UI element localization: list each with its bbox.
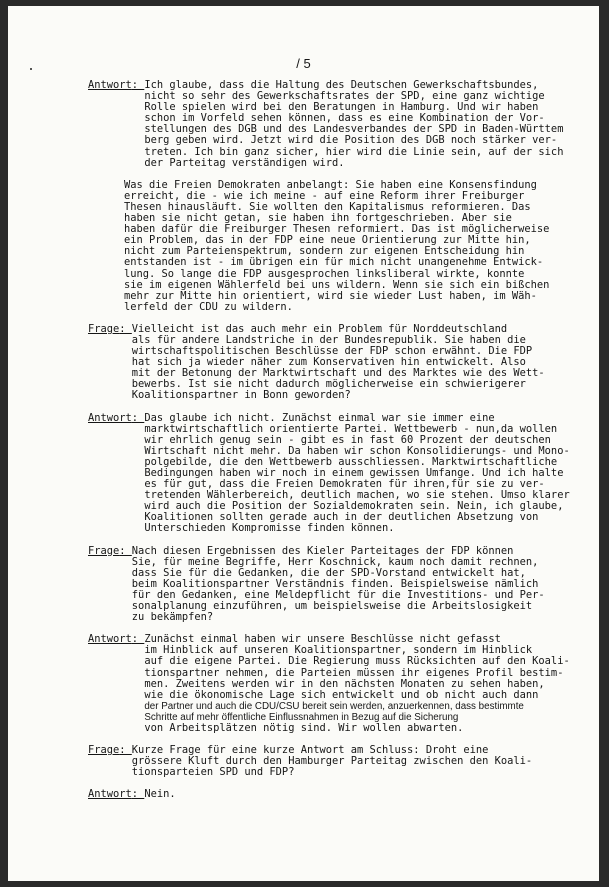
text-line: lerfeld der CDU zu wildern. — [124, 300, 293, 313]
text-line: Schritte auf mehr öffentliche Einflussnahmen in Bezug auf die Sicherung — [144, 711, 459, 723]
text-line: Ich glaube, dass die Haltung des Deutschen Gewerkschaftsbundes, — [144, 79, 539, 91]
text-line: wie die ökonomische Lage sich entwickelt und ob nicht auch dann — [144, 688, 539, 701]
text-line: nicht so sehr des Gewerkschaftsrates der SPD, eine ganz wichtige — [144, 90, 545, 103]
text-line: entstanden ist - im übrigen ein für mich nicht unangenehme Entwick- — [124, 256, 544, 269]
text-line: Unterschieden Kompromisse finden können. — [144, 522, 395, 535]
text-line: nicht zum Parteienspektrum, sondern zur eigenen Entscheidung hin — [124, 245, 525, 258]
text-line: tretenden Wählerbereich, deutlich machen, wo sie stehen. Umso klarer — [144, 489, 570, 502]
speaker-label: Frage : — [88, 324, 132, 402]
speaker-label: Antwort : — [88, 413, 144, 535]
text-line: men. Zweitens werden wir in den nächsten Monaten zu sehen haben, — [144, 677, 545, 690]
speaker-label: Antwort : — [88, 80, 144, 169]
text-line: Was die Freien Demokraten anbelangt: Sie haben eine Konsensfindung — [124, 178, 537, 191]
text-line: stellungen des DGB und des Landesverbandes der SPD in Baden-Württem — [144, 123, 564, 136]
text-line: polgebilde, die den Wettbewerb ausschliessen. Marktwirtschaftliche — [144, 455, 558, 468]
text-line: grössere Kluft durch den Hamburger Parteitag zwischen den Koali- — [131, 755, 533, 768]
paragraph-frage — [88, 745, 599, 778]
text-line: haben sie nicht getan, sie haben ihn fortgeschrieben. Aber sie — [124, 212, 512, 225]
text-line: mit der Betonung der Marktwirtschaft und des Marktes wie des Wett- — [131, 367, 545, 380]
text-line: mehr zur Mitte hin orientiert, wird sie wieder Lust haben, im Wäh- — [124, 289, 537, 302]
text-line: der Parteitag verständigen wird. — [144, 156, 345, 169]
text-line: es für gut, dass die Freien Demokraten für ihren,für sie zu ver- — [144, 478, 545, 491]
text-line: erreicht, die - wie ich meine - auf eine Reform ihrer Freiburger — [124, 189, 525, 202]
paragraph-frage — [88, 324, 599, 402]
margin-mark — [30, 68, 32, 70]
text-line: Nach diesen Ergebnissen des Kieler Parteitages der FDP können — [131, 544, 514, 557]
text-line: Thesen hinausläuft. Sie wollten den Kapitalismus reformieren. Das — [124, 200, 531, 213]
text-line: der Partner und auch die CDU/CSU bereit sein werden, anzuerkennen, dass bestimmte — [144, 700, 524, 712]
text-line: Vielleicht ist das auch mehr ein Problem für Norddeutschland — [131, 322, 508, 335]
text-line: Das glaube ich nicht. Zunächst einmal war sie immer eine — [144, 411, 495, 424]
paragraph-antwort — [88, 634, 599, 734]
text-line: lung. So lange die FDP ausgesprochen linksliberal wirkte, konnte — [124, 267, 525, 280]
speaker-label: Antwort : — [88, 789, 144, 800]
paragraph-antwort — [88, 80, 599, 169]
paragraph-text — [144, 80, 599, 169]
text-line: dass Sie für die Gedanken, die der SPD-Vorstand entwickelt hat, — [131, 566, 526, 579]
text-line: wir ehrlich genug sein - gibt es in fast 60 Prozent der deutschen — [144, 433, 551, 446]
document-page — [8, 6, 599, 881]
text-line: marktwirtschaftlich orientierte Partei. Wettbewerb - nun,da wollen — [144, 422, 558, 435]
text-line: beim Koalitionspartner Verständnis finden. Beispielsweise nämlich — [131, 577, 539, 590]
text-line: Sie, für meine Begriffe, Herr Koschnick, kaum noch damit rechnen, — [131, 555, 539, 568]
text-line: haben dafür die Freiburger Thesen reformiert. Das ist möglicherweise — [124, 223, 550, 236]
paragraph-continuation — [88, 180, 599, 313]
text-line: zu bekämpfen? — [131, 611, 214, 624]
text-line: hat sich ja wieder näher zum Konservativen hin entwickelt. Also — [131, 356, 526, 369]
paragraph-text — [132, 546, 599, 624]
text-line: Kurze Frage für eine kurze Antwort am Schluss: Droht eine — [131, 744, 489, 757]
text-line: Zunächst einmal haben wir unsere Beschlüsse nicht gefasst — [144, 633, 501, 646]
text-line: Wirtschaft nicht mehr. Da haben wir schon Konsolidierungs- und Mono- — [144, 444, 570, 457]
text-line: im Hinblick auf unseren Koalitionspartner, sondern im Hinblick — [144, 644, 533, 657]
text-line: tionspartner nehmen, die Parteien müssen ihr eigenes Profil bestim- — [144, 666, 564, 679]
text-line: schon im Vorfeld sehen können, dass es eine Kombination der Vor- — [144, 112, 545, 125]
text-line: bewerbs. Ist sie nicht dadurch möglicherweise ein schwierigerer — [131, 378, 526, 391]
text-line: Koalitionen sollten gerade auch in der deutlichen Absetzung von — [144, 511, 539, 524]
paragraph-text — [132, 324, 599, 402]
interview-text — [88, 80, 599, 811]
text-line: von Arbeitsplätzen nötig sind. Wir wollen abwarten. — [144, 721, 464, 734]
speaker-label: Frage : — [88, 546, 132, 624]
paragraph-frage — [88, 546, 599, 624]
paragraph-antwort — [88, 789, 599, 800]
text-line: Koalitionspartner in Bonn geworden? — [131, 389, 351, 402]
text-line: Nein. — [144, 788, 176, 801]
text-line: sie im eigenen Wählerfeld bei uns wildern. Wenn sie sich ein bißchen — [124, 278, 550, 291]
paragraph-text — [144, 634, 599, 734]
text-line: für den Gedanken, eine Meldepflicht für die Investitions- und Per- — [131, 588, 545, 601]
paragraph-text — [144, 413, 599, 535]
page-number: / 5 — [296, 56, 311, 71]
speaker-label: Frage : — [88, 745, 132, 778]
text-line: wirtschaftspolitischen Beschlüsse der FDP schon erwähnt. Die FDP — [131, 345, 533, 358]
scan-border — [0, 881, 609, 887]
speaker-label: Antwort : — [88, 634, 144, 734]
text-line: treten. Ich bin ganz sicher, hier wird die Linie sein, auf der sich — [144, 145, 564, 158]
text-line: als für andere Landstriche in der Bundesrepublik. Sie haben die — [131, 333, 526, 346]
paragraph-text — [124, 180, 599, 313]
text-line: Bedingungen haben wir noch in einem gewissen Umfange. Und ich halte — [144, 467, 564, 479]
text-line: Rolle spielen wird bei den Beratungen in Hamburg. Und wir haben — [144, 101, 539, 114]
text-line: tionsparteien SPD und FDP? — [131, 766, 295, 779]
text-line: sonalplanung einzuführen, um beispielsweise die Arbeitslosigkeit — [131, 600, 533, 613]
text-line: ein Problem, das in der FDP eine neue Orientierung zur Mitte hin, — [124, 234, 531, 247]
paragraph-text — [132, 745, 599, 778]
text-line: wird auch die Position der Sozialdemokraten sein. Nein, ich glaube, — [144, 500, 564, 513]
text-line: berg geben wird. Jetzt wird die Position des DGB noch stärker ver- — [144, 134, 558, 147]
text-line: auf die eigene Partei. Die Regierung muss Rücksichten auf den Koali- — [144, 655, 570, 668]
paragraph-antwort — [88, 413, 599, 535]
paragraph-text — [144, 789, 599, 800]
